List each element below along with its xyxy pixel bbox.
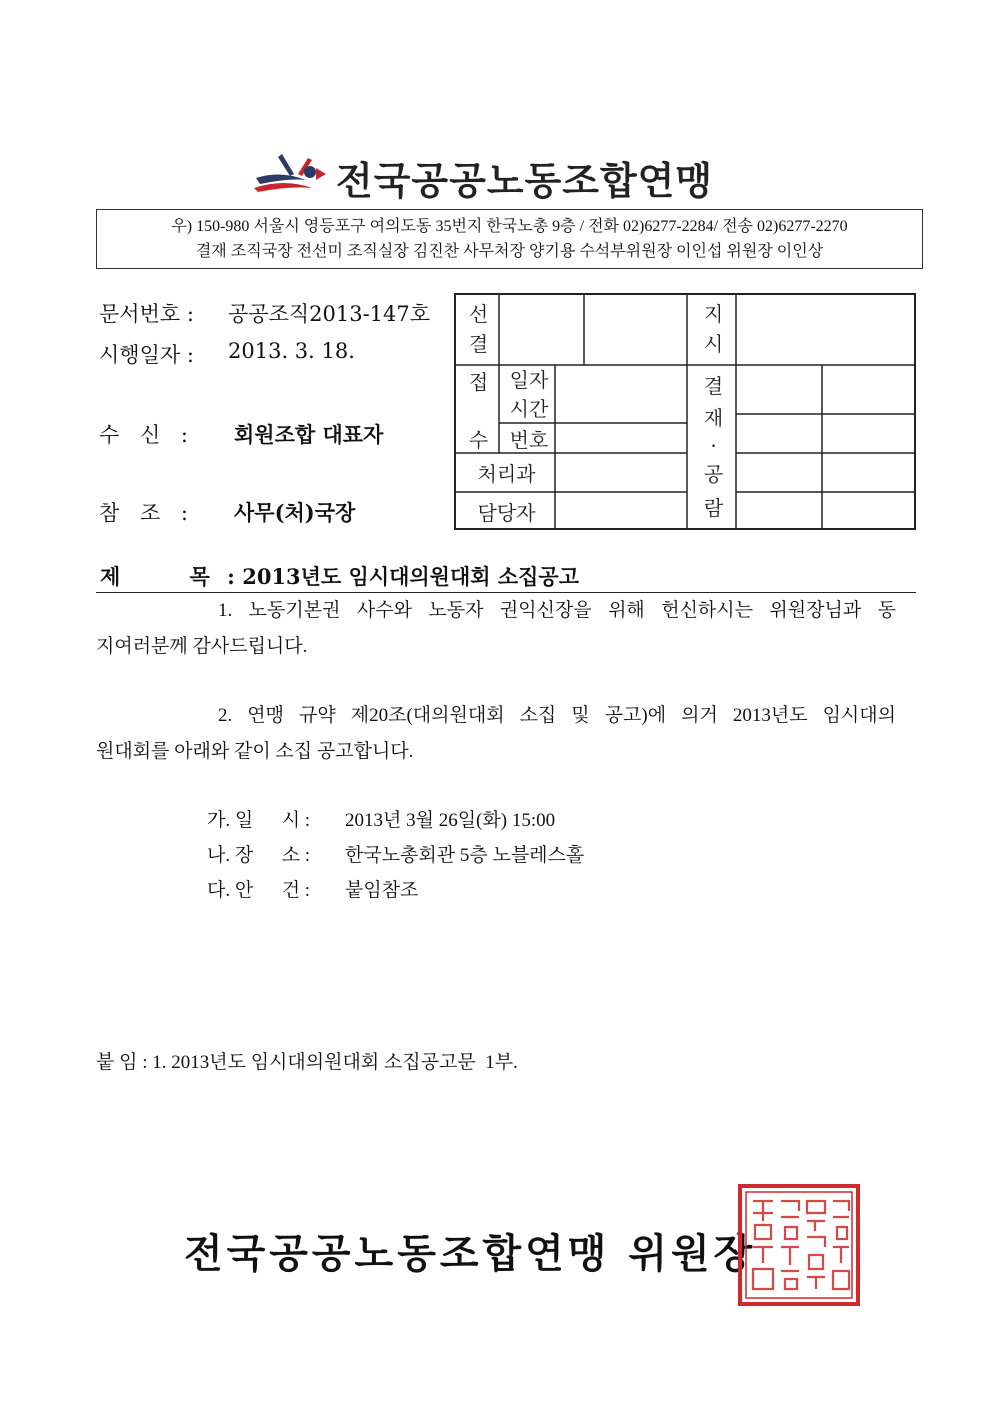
approval-table xyxy=(454,293,916,530)
subject-label: 제 목 : xyxy=(100,564,235,589)
signature-text: 전국공공노동조합연맹 위원장 xyxy=(184,1231,757,1277)
item-place-label: 나. 장 소 : xyxy=(207,845,311,866)
attachment-line: 붙 임 : 1. 2013년도 임시대의원대회 소집공고문 1부. xyxy=(96,1052,518,1073)
date-value: 2013. 3. 18. xyxy=(228,339,355,363)
recipient-value: 회원조합 대표자 xyxy=(234,422,384,447)
recipient-label: 수 신 : xyxy=(99,423,188,447)
paragraph-2-line-1: 2. 연맹 규약 제20조(대의원대회 소집 및 공고)에 의거 2013년도 임시대의 xyxy=(218,705,896,726)
label-gyeoljae-dot: · xyxy=(710,434,717,458)
label-seon: 선 xyxy=(468,302,489,326)
item-agenda-value: 붙임참조 xyxy=(345,880,419,901)
org-logo xyxy=(250,148,740,203)
date-label: 시행일자 : xyxy=(99,343,194,367)
doc-number-value: 공공조직2013-147호 xyxy=(228,302,431,326)
label-si: 시 xyxy=(703,332,724,356)
doc-number-label: 문서번호 : xyxy=(99,302,194,326)
subject-value: 2013년도 임시대의원대회 소집공고 xyxy=(242,564,579,589)
label-gyeoljae-2: 재 xyxy=(703,406,724,430)
address-box xyxy=(96,209,923,269)
label-ilja: 일자 xyxy=(509,368,549,392)
org-name: 전국공공노동조합연맹 xyxy=(336,159,714,203)
address-line: 우) 150-980 서울시 영등포구 여의도동 35번지 한국노총 9층 / 전화 02)6277-2284/ 전송 02)6277-2270 xyxy=(171,218,848,235)
item-place-value: 한국노총회관 5층 노블레스홀 xyxy=(345,845,585,866)
label-beonho: 번호 xyxy=(509,428,549,452)
approval-line: 결재 조직국장 전선미 조직실장 김진찬 사무처장 양기용 수석부위원장 이인섭 위원장 이인상 xyxy=(195,243,824,260)
official-seal-icon xyxy=(737,1183,861,1307)
reference-label: 참 조 : xyxy=(99,501,188,525)
label-gyeoljae-1: 결 xyxy=(703,374,724,398)
item-date-label: 가. 일 시 : xyxy=(207,810,311,831)
label-gyeoljae-3: 공 xyxy=(703,462,724,486)
label-sigan: 시간 xyxy=(509,397,549,421)
logo-mark-icon xyxy=(250,148,334,198)
reference-value: 사무(처)국장 xyxy=(234,500,356,525)
label-jeop: 접 xyxy=(468,370,489,394)
label-gyeoljae-4: 람 xyxy=(703,496,724,520)
paragraph-1-line-2: 지여러분께 감사드립니다. xyxy=(96,636,308,657)
label-gyeol: 결 xyxy=(468,332,489,356)
label-su: 수 xyxy=(468,428,489,452)
item-date-value: 2013년 3월 26일(화) 15:00 xyxy=(345,810,556,831)
subject xyxy=(100,561,579,591)
item-agenda-label: 다. 안 건 : xyxy=(207,880,311,901)
paragraph-1-line-1: 1. 노동기본권 사수와 노동자 권익신장을 위해 헌신하시는 위원장님과 동 xyxy=(218,600,896,621)
label-damdangja: 담당자 xyxy=(477,501,536,525)
paragraph-2-line-2: 원대회를 아래와 같이 소집 공고합니다. xyxy=(96,741,414,762)
label-cheorigwa: 처리과 xyxy=(477,462,536,486)
label-ji: 지 xyxy=(703,302,724,326)
